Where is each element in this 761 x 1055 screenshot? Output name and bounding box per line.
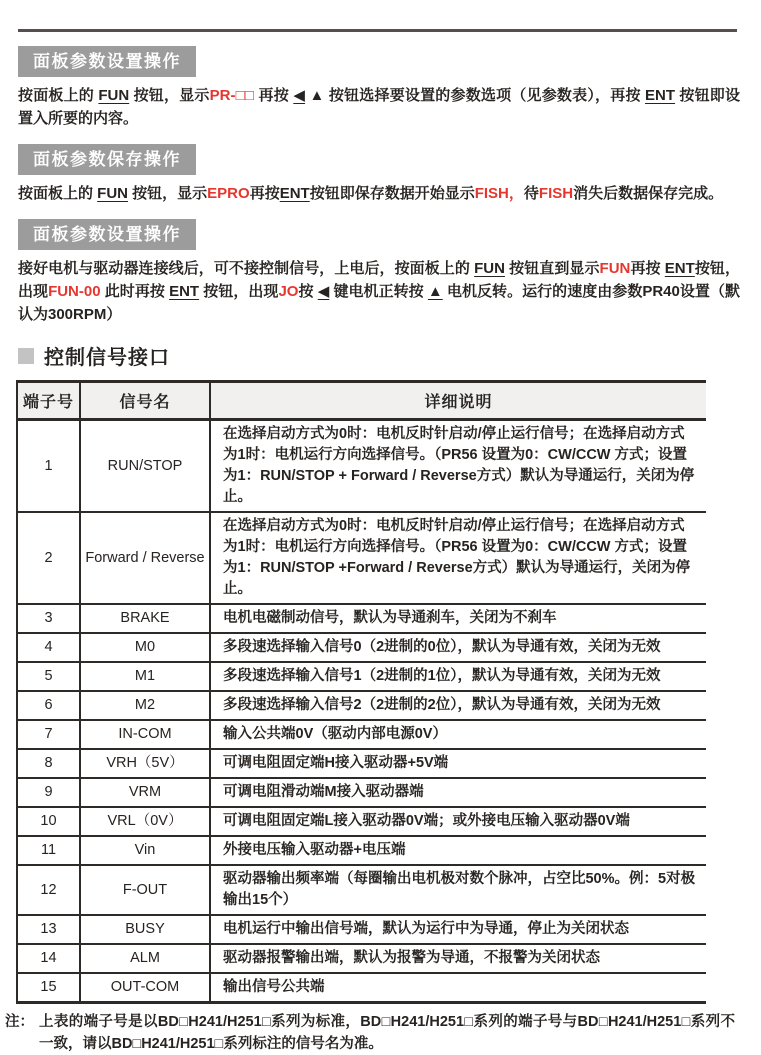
- signal-name-cell: M1: [80, 662, 210, 691]
- description-cell: 多段速选择输入信号2（2进制的2位），默认为导通有效，关闭为无效: [210, 691, 706, 720]
- text-segment: 此时再按: [100, 283, 170, 300]
- signal-name-cell: BUSY: [80, 915, 210, 944]
- text-segment: 按: [298, 283, 318, 300]
- terminal-no-cell: 12: [17, 865, 80, 915]
- text-segment: FUN: [98, 87, 130, 104]
- text-segment: ▲: [309, 87, 325, 104]
- text-segment: 待: [523, 185, 539, 202]
- table-row: [17, 662, 706, 691]
- operation-badge: 面板参数设置操作: [18, 46, 196, 77]
- document-page: [0, 29, 761, 1052]
- signal-name-cell: VRM: [80, 778, 210, 807]
- description-cell: 驱动器报警输出端，默认为报警为导通，不报警为关闭状态: [210, 944, 706, 973]
- operation-paragraph: [18, 257, 740, 326]
- text-segment: 接好电机与驱动器连接线后，可不接控制信号，上电后，按面板上的: [18, 260, 475, 277]
- terminal-no-cell: 6: [17, 691, 80, 720]
- text-segment: FUN-00: [48, 283, 101, 300]
- text-segment: FUN: [599, 260, 631, 277]
- text-segment: 再按: [630, 260, 665, 277]
- signal-name-cell: F-OUT: [80, 865, 210, 915]
- signal-name-cell: ALM: [80, 944, 210, 973]
- table-header-row: [17, 382, 706, 420]
- description-cell: 多段速选择输入信号0（2进制的0位），默认为导通有效，关闭为无效: [210, 633, 706, 662]
- table-row: [17, 633, 706, 662]
- text-segment: 按钮，出现: [199, 283, 279, 300]
- table-head: [17, 382, 706, 420]
- description-cell: 输出信号公共端: [210, 973, 706, 1003]
- table-row: [17, 512, 706, 604]
- signal-name-cell: M0: [80, 633, 210, 662]
- description-cell: 在选择启动方式为0时：电机反时针启动/停止运行信号；在选择启动方式为1时：电机运行方向选择信号。（PR56 设置为0：CW/CCW 方式；设置为1：RUN/STOP +Forward / Reverse方式）默认为导通运行，关闭为停止。: [210, 512, 706, 604]
- section-title: 控制信号接口: [44, 347, 170, 369]
- text-segment: EPRO: [207, 185, 250, 202]
- section-bullet-icon: [18, 348, 34, 364]
- signal-name-cell: RUN/STOP: [80, 420, 210, 513]
- footnote: [5, 1011, 735, 1055]
- description-cell: 电机电磁制动信号，默认为导通刹车，关闭为不刹车: [210, 604, 706, 633]
- text-segment: ENT: [169, 283, 200, 300]
- text-segment: 电机反转。运行的速度由参数PR40设置（默认为300RPM）: [18, 283, 740, 323]
- terminal-no-cell: 8: [17, 749, 80, 778]
- operation-sections: [18, 32, 741, 326]
- signal-name-cell: IN-COM: [80, 720, 210, 749]
- signal-name-cell: Vin: [80, 836, 210, 865]
- text-segment: ENT: [664, 260, 695, 277]
- text-segment: FISH，: [474, 185, 524, 202]
- signal-name-header: 信号名: [80, 382, 210, 420]
- text-segment: 再按: [254, 87, 294, 104]
- description-cell: 多段速选择输入信号1（2进制的1位），默认为导通有效，关闭为无效: [210, 662, 706, 691]
- text-segment: 再按: [249, 185, 280, 202]
- terminal-no-cell: 14: [17, 944, 80, 973]
- description-cell: 可调电阻滑动端M接入驱动器端: [210, 778, 706, 807]
- text-segment: ◀: [293, 87, 306, 104]
- text-segment: 按钮，出现: [18, 260, 740, 300]
- table-row: [17, 865, 706, 915]
- table-row: [17, 944, 706, 973]
- description-cell: 在选择启动方式为0时：电机反时针启动/停止运行信号；在选择启动方式为1时：电机运行方向选择信号。（PR56 设置为0：CW/CCW 方式；设置为1：RUN/STOP + Forward / Reverse方式）默认为导通运行，关闭为停止。: [210, 420, 706, 513]
- description-cell: 电机运行中输出信号端，默认为运行中为导通，停止为关闭状态: [210, 915, 706, 944]
- terminal-no-header: 端子号: [17, 382, 80, 420]
- terminal-no-cell: 15: [17, 973, 80, 1003]
- signal-name-cell: OUT-COM: [80, 973, 210, 1003]
- terminal-no-cell: 4: [17, 633, 80, 662]
- terminal-no-cell: 7: [17, 720, 80, 749]
- description-cell: 驱动器输出频率端（每圈输出电机极对数个脉冲，占空比50%。例：5对极输出15个）: [210, 865, 706, 915]
- table-row: [17, 604, 706, 633]
- text-segment: 按钮，显示: [128, 185, 208, 202]
- terminal-no-cell: 1: [17, 420, 80, 513]
- terminal-no-cell: 5: [17, 662, 80, 691]
- operation-badge: 面板参数保存操作: [18, 144, 196, 175]
- table-row: [17, 778, 706, 807]
- footnote-label: 注：: [5, 1014, 34, 1030]
- signal-name-cell: M2: [80, 691, 210, 720]
- text-segment: ◀: [317, 283, 330, 300]
- terminal-no-cell: 3: [17, 604, 80, 633]
- terminal-no-cell: 9: [17, 778, 80, 807]
- table-body: [17, 420, 706, 1003]
- text-segment: 按面板上的: [18, 185, 98, 202]
- signal-name-cell: VRH（5V）: [80, 749, 210, 778]
- table-row: [17, 720, 706, 749]
- description-cell: 输入公共端0V（驱动内部电源0V）: [210, 720, 706, 749]
- text-segment: 消失后数据保存完成。: [573, 185, 724, 202]
- description-cell: 可调电阻固定端L接入驱动器0V端；或外接电压输入驱动器0V端: [210, 807, 706, 836]
- text-segment: ENT: [645, 87, 676, 104]
- terminal-no-cell: 13: [17, 915, 80, 944]
- signal-section-header: [18, 341, 741, 370]
- text-segment: ▲: [427, 283, 443, 300]
- table-row: [17, 915, 706, 944]
- operation-paragraph: [18, 182, 740, 205]
- table-row: [17, 420, 706, 513]
- terminal-no-cell: 11: [17, 836, 80, 865]
- text-segment: FISH: [538, 185, 574, 202]
- text-segment: 键电机正转按: [329, 283, 428, 300]
- text-segment: 按钮即设置入所要的内容。: [18, 87, 741, 127]
- text-segment: JO: [278, 283, 299, 300]
- table-row: [17, 973, 706, 1003]
- text-segment: 按钮选择要设置的参数选项（见参数表），再按: [324, 87, 646, 104]
- table-row: [17, 807, 706, 836]
- description-cell: 可调电阻固定端H接入驱动器+5V端: [210, 749, 706, 778]
- terminal-no-cell: 10: [17, 807, 80, 836]
- footnote-text: 上表的端子号是以BD□H241/H251□系列为标准，BD□H241/H251□系列的端子号与BD□H241/H251□系列不一致，请以BD□H241/H251□系列标注的信号名为准。: [39, 1014, 735, 1052]
- text-segment: ENT: [279, 185, 310, 202]
- text-segment: 按面板上的: [18, 87, 99, 104]
- table-row: [17, 691, 706, 720]
- description-header: 详细说明: [210, 382, 706, 420]
- signal-name-cell: Forward / Reverse: [80, 512, 210, 604]
- text-segment: FUN: [474, 260, 505, 277]
- table-row: [17, 749, 706, 778]
- control-signal-table: [16, 380, 706, 1004]
- text-segment: FUN: [97, 185, 128, 202]
- text-segment: PR-□□: [209, 87, 255, 104]
- text-segment: 按钮，显示: [129, 87, 210, 104]
- description-cell: 外接电压输入驱动器+电压端: [210, 836, 706, 865]
- text-segment: 按钮直到显示: [504, 260, 600, 277]
- table-row: [17, 836, 706, 865]
- signal-name-cell: VRL（0V）: [80, 807, 210, 836]
- signal-name-cell: BRAKE: [80, 604, 210, 633]
- terminal-no-cell: 2: [17, 512, 80, 604]
- text-segment: 按钮即保存数据开始显示: [309, 185, 475, 202]
- operation-paragraph: [18, 84, 740, 130]
- operation-badge: 面板参数设置操作: [18, 219, 196, 250]
